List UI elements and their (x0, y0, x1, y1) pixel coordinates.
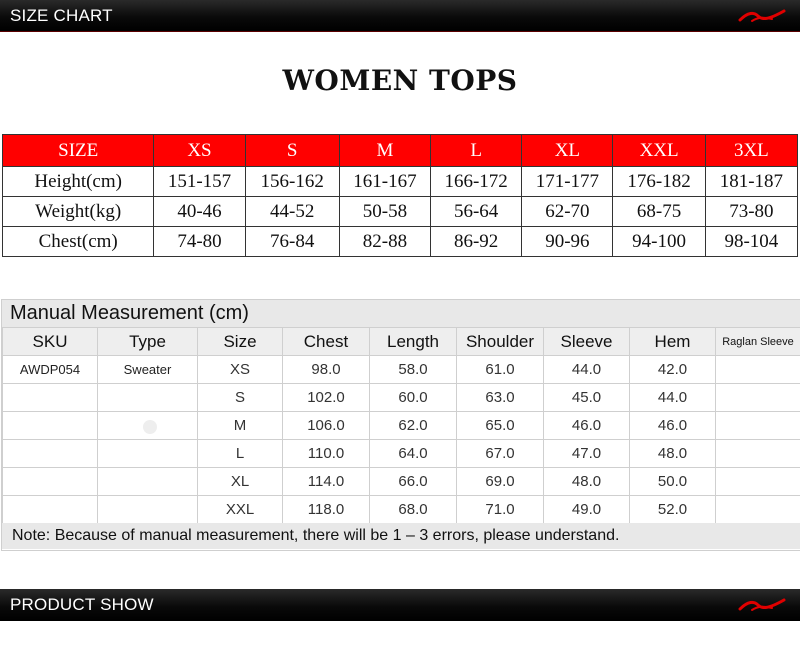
brand-swoosh-icon (738, 8, 786, 24)
column-header: XXL (613, 135, 705, 167)
table-cell: 44.0 (630, 384, 716, 412)
table-cell: 73-80 (705, 197, 797, 227)
row-label: Height(cm) (3, 167, 154, 197)
table-cell: 68.0 (370, 496, 457, 524)
type-cell: Sweater (98, 356, 198, 384)
column-header: M (339, 135, 430, 167)
table-row (3, 412, 800, 440)
column-header: SKU (3, 328, 98, 356)
table-cell: 181-187 (705, 167, 797, 197)
size-table-header-row (3, 135, 798, 167)
table-cell: 47.0 (544, 440, 630, 468)
table-cell: 45.0 (544, 384, 630, 412)
size-chart-header-bar (0, 0, 800, 32)
sku-cell (3, 384, 98, 412)
column-header: Shoulder (457, 328, 544, 356)
column-header: XL (522, 135, 613, 167)
table-cell: 90-96 (522, 227, 613, 257)
table-row (3, 384, 800, 412)
table-cell: 82-88 (339, 227, 430, 257)
table-cell: 69.0 (457, 468, 544, 496)
size-table (2, 134, 798, 257)
size-cell: XS (198, 356, 283, 384)
row-label: Chest(cm) (3, 227, 154, 257)
table-cell (716, 440, 800, 468)
table-cell: 68-75 (613, 197, 705, 227)
column-header: Type (98, 328, 198, 356)
table-cell: 76-84 (245, 227, 339, 257)
column-header: SIZE (3, 135, 154, 167)
table-cell: 98.0 (283, 356, 370, 384)
table-cell: 52.0 (630, 496, 716, 524)
table-cell: 106.0 (283, 412, 370, 440)
table-cell: 74-80 (154, 227, 245, 257)
table-cell: 46.0 (630, 412, 716, 440)
table-cell: 98-104 (705, 227, 797, 257)
column-header: 3XL (705, 135, 797, 167)
table-cell: 166-172 (431, 167, 522, 197)
table-cell: 58.0 (370, 356, 457, 384)
decorative-dot (143, 420, 157, 434)
type-cell (98, 440, 198, 468)
size-cell: S (198, 384, 283, 412)
column-header: Hem (630, 328, 716, 356)
table-cell (716, 468, 800, 496)
table-cell (716, 496, 800, 524)
sku-cell (3, 468, 98, 496)
type-cell (98, 496, 198, 524)
page-title: WOMEN TOPS (282, 64, 518, 97)
table-cell (716, 384, 800, 412)
table-cell: 56-64 (431, 197, 522, 227)
table-cell: 114.0 (283, 468, 370, 496)
sku-cell (3, 496, 98, 524)
sku-cell (3, 440, 98, 468)
table-row (3, 468, 800, 496)
table-row (3, 356, 800, 384)
column-header: Length (370, 328, 457, 356)
table-cell: 49.0 (544, 496, 630, 524)
table-row (3, 496, 800, 524)
table-cell: 161-167 (339, 167, 430, 197)
section-label: PRODUCT SHOW (10, 595, 154, 614)
measurement-table (2, 327, 800, 524)
sku-cell: AWDP054 (3, 356, 98, 384)
table-cell: 40-46 (154, 197, 245, 227)
table-cell: 151-157 (154, 167, 245, 197)
column-header: S (245, 135, 339, 167)
section-label: SIZE CHART (10, 6, 113, 25)
size-cell: XL (198, 468, 283, 496)
table-cell: 102.0 (283, 384, 370, 412)
column-header: Sleeve (544, 328, 630, 356)
column-header: Raglan Sleeve (716, 328, 800, 356)
table-cell: 66.0 (370, 468, 457, 496)
table-cell: 86-92 (431, 227, 522, 257)
size-cell: M (198, 412, 283, 440)
column-header: L (431, 135, 522, 167)
table-cell (716, 412, 800, 440)
table-cell: 42.0 (630, 356, 716, 384)
column-header: Size (198, 328, 283, 356)
table-cell: 65.0 (457, 412, 544, 440)
table-cell: 62.0 (370, 412, 457, 440)
row-label: Weight(kg) (3, 197, 154, 227)
table-cell: 156-162 (245, 167, 339, 197)
table-cell: 48.0 (544, 468, 630, 496)
type-cell (98, 468, 198, 496)
table-cell: 61.0 (457, 356, 544, 384)
size-cell: XXL (198, 496, 283, 524)
table-cell: 60.0 (370, 384, 457, 412)
table-cell: 50-58 (339, 197, 430, 227)
table-cell: 48.0 (630, 440, 716, 468)
table-cell: 44-52 (245, 197, 339, 227)
table-cell: 94-100 (613, 227, 705, 257)
table-row (3, 227, 798, 257)
table-cell: 171-177 (522, 167, 613, 197)
table-cell: 50.0 (630, 468, 716, 496)
column-header: XS (154, 135, 245, 167)
type-cell (98, 384, 198, 412)
table-cell: 62-70 (522, 197, 613, 227)
table-cell: 64.0 (370, 440, 457, 468)
measurement-header-row (3, 328, 800, 356)
table-cell: 110.0 (283, 440, 370, 468)
table-cell: 71.0 (457, 496, 544, 524)
measurement-title: Manual Measurement (cm) (2, 300, 800, 327)
brand-swoosh-icon (738, 597, 786, 613)
table-cell: 63.0 (457, 384, 544, 412)
column-header: Chest (283, 328, 370, 356)
table-row (3, 197, 798, 227)
measurement-note: Note: Because of manual measurement, there will be 1 – 3 errors, please understand. (2, 523, 800, 549)
product-show-header-bar (0, 589, 800, 621)
sku-cell (3, 412, 98, 440)
table-cell: 176-182 (613, 167, 705, 197)
table-cell: 118.0 (283, 496, 370, 524)
table-cell (716, 356, 800, 384)
table-row (3, 167, 798, 197)
measurement-panel (1, 299, 800, 551)
size-cell: L (198, 440, 283, 468)
table-row (3, 440, 800, 468)
table-cell: 67.0 (457, 440, 544, 468)
table-cell: 46.0 (544, 412, 630, 440)
table-cell: 44.0 (544, 356, 630, 384)
